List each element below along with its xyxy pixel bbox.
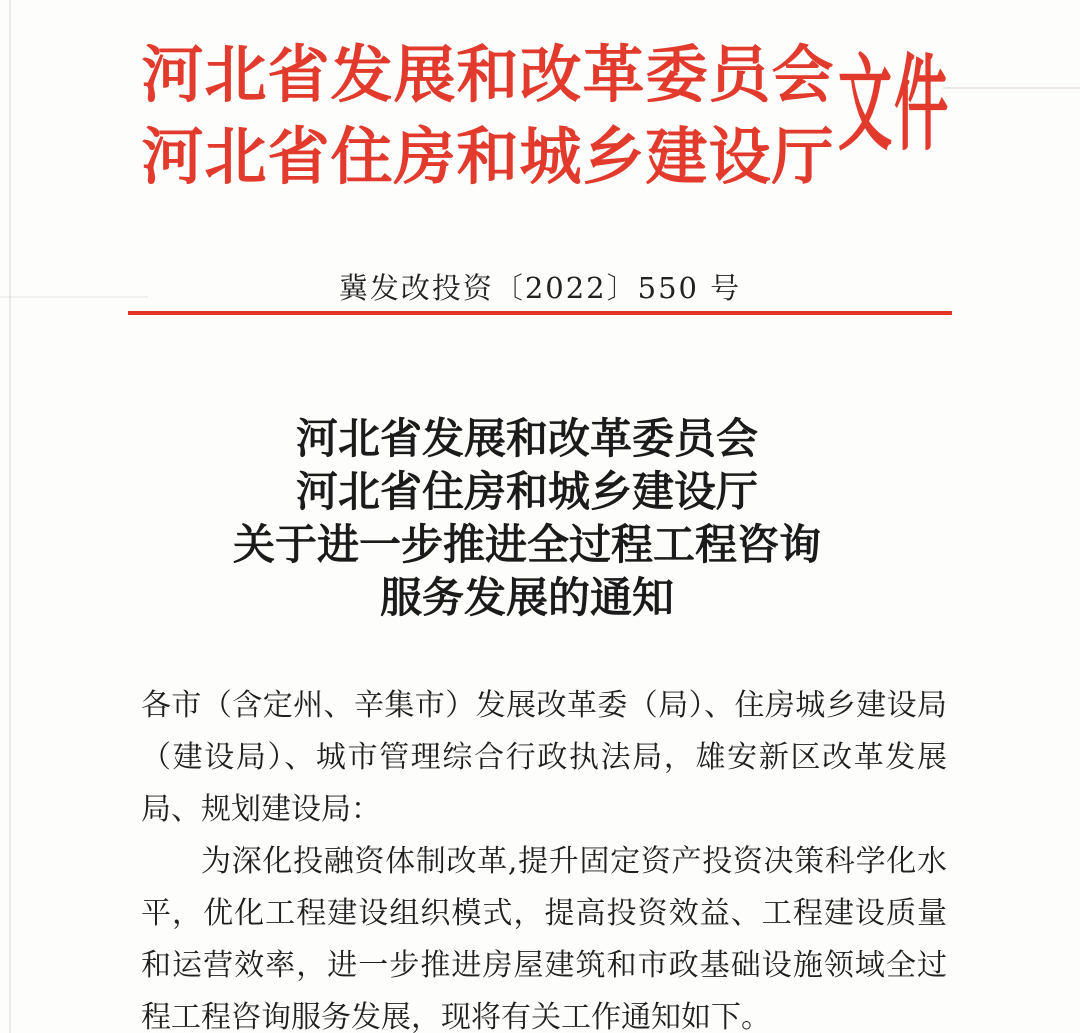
title-line-2: 河北省住房和城乡建设厅 xyxy=(295,467,758,516)
document-body xyxy=(141,680,947,1033)
document-title xyxy=(0,412,1054,624)
reference-number: 冀发改投资〔2022〕550 号 xyxy=(338,271,742,305)
letterhead-agency-line1: 河北省发展和改革委员会 xyxy=(141,38,835,111)
letterhead-agencies xyxy=(118,34,858,198)
letterhead-document-label: 文件 xyxy=(838,42,951,165)
title-line-1: 河北省发展和改革委员会 xyxy=(295,414,758,463)
red-divider-rule xyxy=(128,311,952,315)
intro-paragraph: 为深化投融资体制改革,提升固定资产投资决策科学化水平，优化工程建设组织模式，提高投资效益、工程建设质量和运营效率，进一步推进房屋建筑和市政基础设施领域全过程工程咨询服务发展，现将有关工作通知如下。 xyxy=(141,844,947,1033)
recipients-paragraph: 各市（含定州、辛集市）发展改革委（局）、住房城乡建设局（建设局）、城市管理综合行政执法局，雄安新区改革发展局、规划建设局： xyxy=(141,688,947,827)
title-line-4: 服务发展的通知 xyxy=(379,573,674,622)
title-line-3: 关于进一步推进全过程工程咨询 xyxy=(232,520,821,569)
scan-artifact-horizontal-line xyxy=(943,87,1080,89)
letterhead-agency-line2: 河北省住房和城乡建设厅 xyxy=(141,120,835,193)
